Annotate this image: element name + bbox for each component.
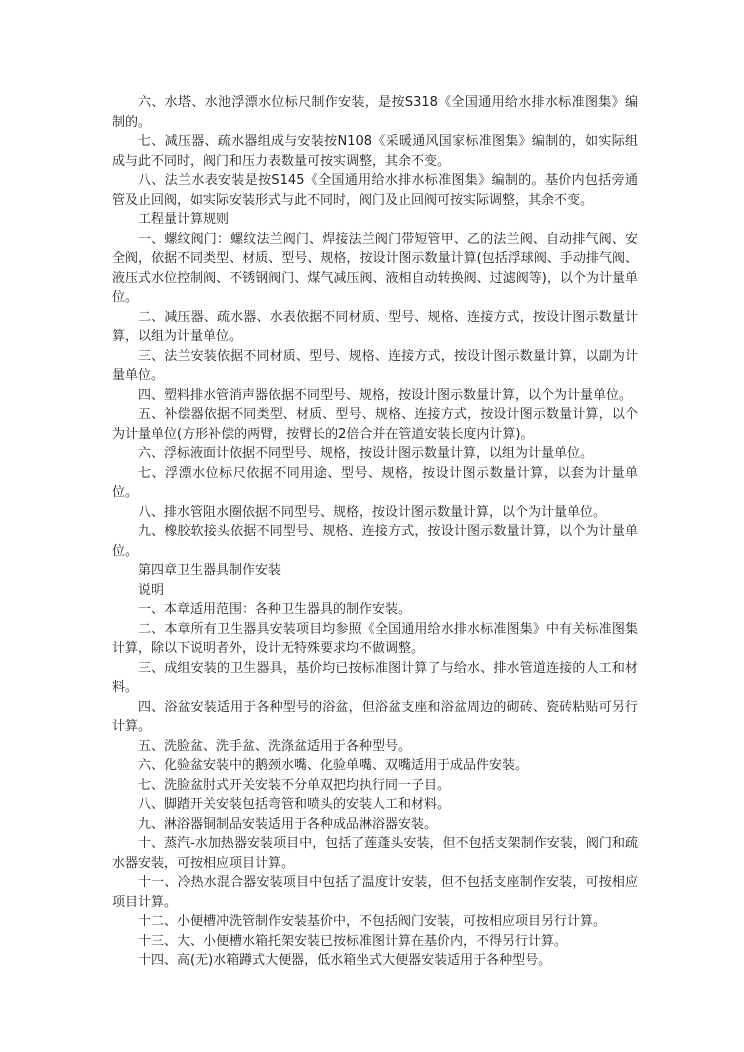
paragraph: 七、浮漂水位标尺依据不同用途、型号、规格，按设计图示数量计算，以套为计量单位。 bbox=[112, 465, 638, 500]
paragraph: 四、浴盆安装适用于各种型号的浴盆，但浴盆支座和浴盆周边的砌砖、瓷砖粘贴可另行计算。 bbox=[112, 699, 638, 734]
paragraph: 四、塑料排水管消声器依据不同型号、规格，按设计图示数量计算，以个为计量单位。 bbox=[138, 387, 633, 403]
paragraph: 一、本章适用范围：各种卫生器具的制作安装。 bbox=[138, 602, 412, 617]
paragraph: 一、螺纹阀门：螺纹法兰阀门、焊接法兰阀门带短管甲、乙的法兰阀、自动排气阀、安全阀，依据不同类型、材质、型号、规格，按设计图示数量计算(包括浮球阀、手动排气阀、液压式水位控制阀、不锈钢阀门、煤气减压阀、液相自动转换阀、过滤阀等)，以个为计量单位。 bbox=[112, 231, 638, 305]
paragraph: 工程量计算规则 bbox=[138, 212, 230, 227]
paragraph: 第四章卫生器具制作安装 bbox=[138, 563, 282, 578]
paragraph: 二、本章所有卫生器具安装项目均参照《全国通用给水排水标准图集》中有关标准图集计算，除以下说明者外，设计无特殊要求均不做调整。 bbox=[112, 621, 638, 656]
paragraph: 十二、小便槽冲洗管制作安装基价中，不包括阀门安装，可按相应项目另行计算。 bbox=[138, 914, 607, 929]
paragraph: 三、成组安装的卫生器具，基价均已按标准图计算了与给水、排水管道连接的人工和材料。 bbox=[112, 660, 638, 695]
paragraph: 十、蒸汽-水加热器安装项目中，包括了莲蓬头安装，但不包括支架制作安装，阀门和疏水器安装，可按相应项目计算。 bbox=[112, 836, 638, 871]
paragraph: 二、减压器、疏水器、水表依据不同材质、型号、规格、连接方式，按设计图示数量计算，以组为计量单位。 bbox=[112, 309, 638, 344]
paragraph: 十三、大、小便槽水箱托架安装已按标准图计算在基价内，不得另行计算。 bbox=[138, 933, 568, 949]
paragraph: 三、法兰安装依据不同材质、型号、规格、连接方式，按设计图示数量计算，以副为计量单位。 bbox=[112, 348, 638, 383]
paragraph: 五、补偿器依据不同类型、材质、型号、规格、连接方式，按设计图示数量计算，以个为计量单位(方形补偿的两臂，按臂长的2倍合并在管道安装长度内计算)。 bbox=[112, 407, 638, 442]
document-page bbox=[112, 93, 638, 971]
paragraph: 六、水塔、水池浮漂水位标尺制作安装，是按S318《全国通用给水排水标准图集》编制的。 bbox=[112, 95, 638, 130]
paragraph: 五、洗脸盆、洗手盆、洗涤盆适用于各种型号。 bbox=[138, 738, 412, 754]
paragraph: 七、减压器、疏水器组成与安装按N108《采暖通风国家标准图集》编制的，如实际组成与此不同时，阀门和压力表数量可按实调整，其余不变。 bbox=[112, 134, 638, 169]
paragraph: 八、法兰水表安装是按S145《全国通用给水排水标准图集》编制的。基价内包括旁通管及止回阀，如实际安装形式与此不同时，阀门及止回阀可按实际调整，其余不变。 bbox=[112, 173, 638, 208]
paragraph: 九、淋浴器铜制品安装适用于各种成品淋浴器安装。 bbox=[138, 816, 438, 832]
paragraph: 八、排水管阻水圈依据不同型号、规格，按设计图示数量计算，以个为计量单位。 bbox=[138, 504, 607, 520]
paragraph: 八、脚踏开关安装包括弯管和喷头的安装人工和材料。 bbox=[138, 797, 451, 812]
paragraph: 七、洗脸盆肘式开关安装不分单双把均执行同一子目。 bbox=[138, 777, 451, 793]
paragraph: 说明 bbox=[138, 582, 165, 598]
paragraph: 十一、冷热水混合器安装项目中包括了温度计安装，但不包括支座制作安装，可按相应项目计算。 bbox=[112, 875, 638, 910]
paragraph: 六、浮标液面计依据不同型号、规格，按设计图示数量计算，以组为计量单位。 bbox=[138, 446, 594, 461]
paragraph: 六、化验盆安装中的鹅颈水嘴、化验单嘴、双嘴适用于成品件安装。 bbox=[138, 758, 529, 773]
paragraph: 十四、高(无)水箱蹲式大便器，低水箱坐式大便器安装适用于各种型号。 bbox=[138, 953, 552, 968]
paragraph: 九、橡胶软接头依据不同型号、规格、连接方式，按设计图示数量计算，以个为计量单位。 bbox=[112, 524, 638, 559]
